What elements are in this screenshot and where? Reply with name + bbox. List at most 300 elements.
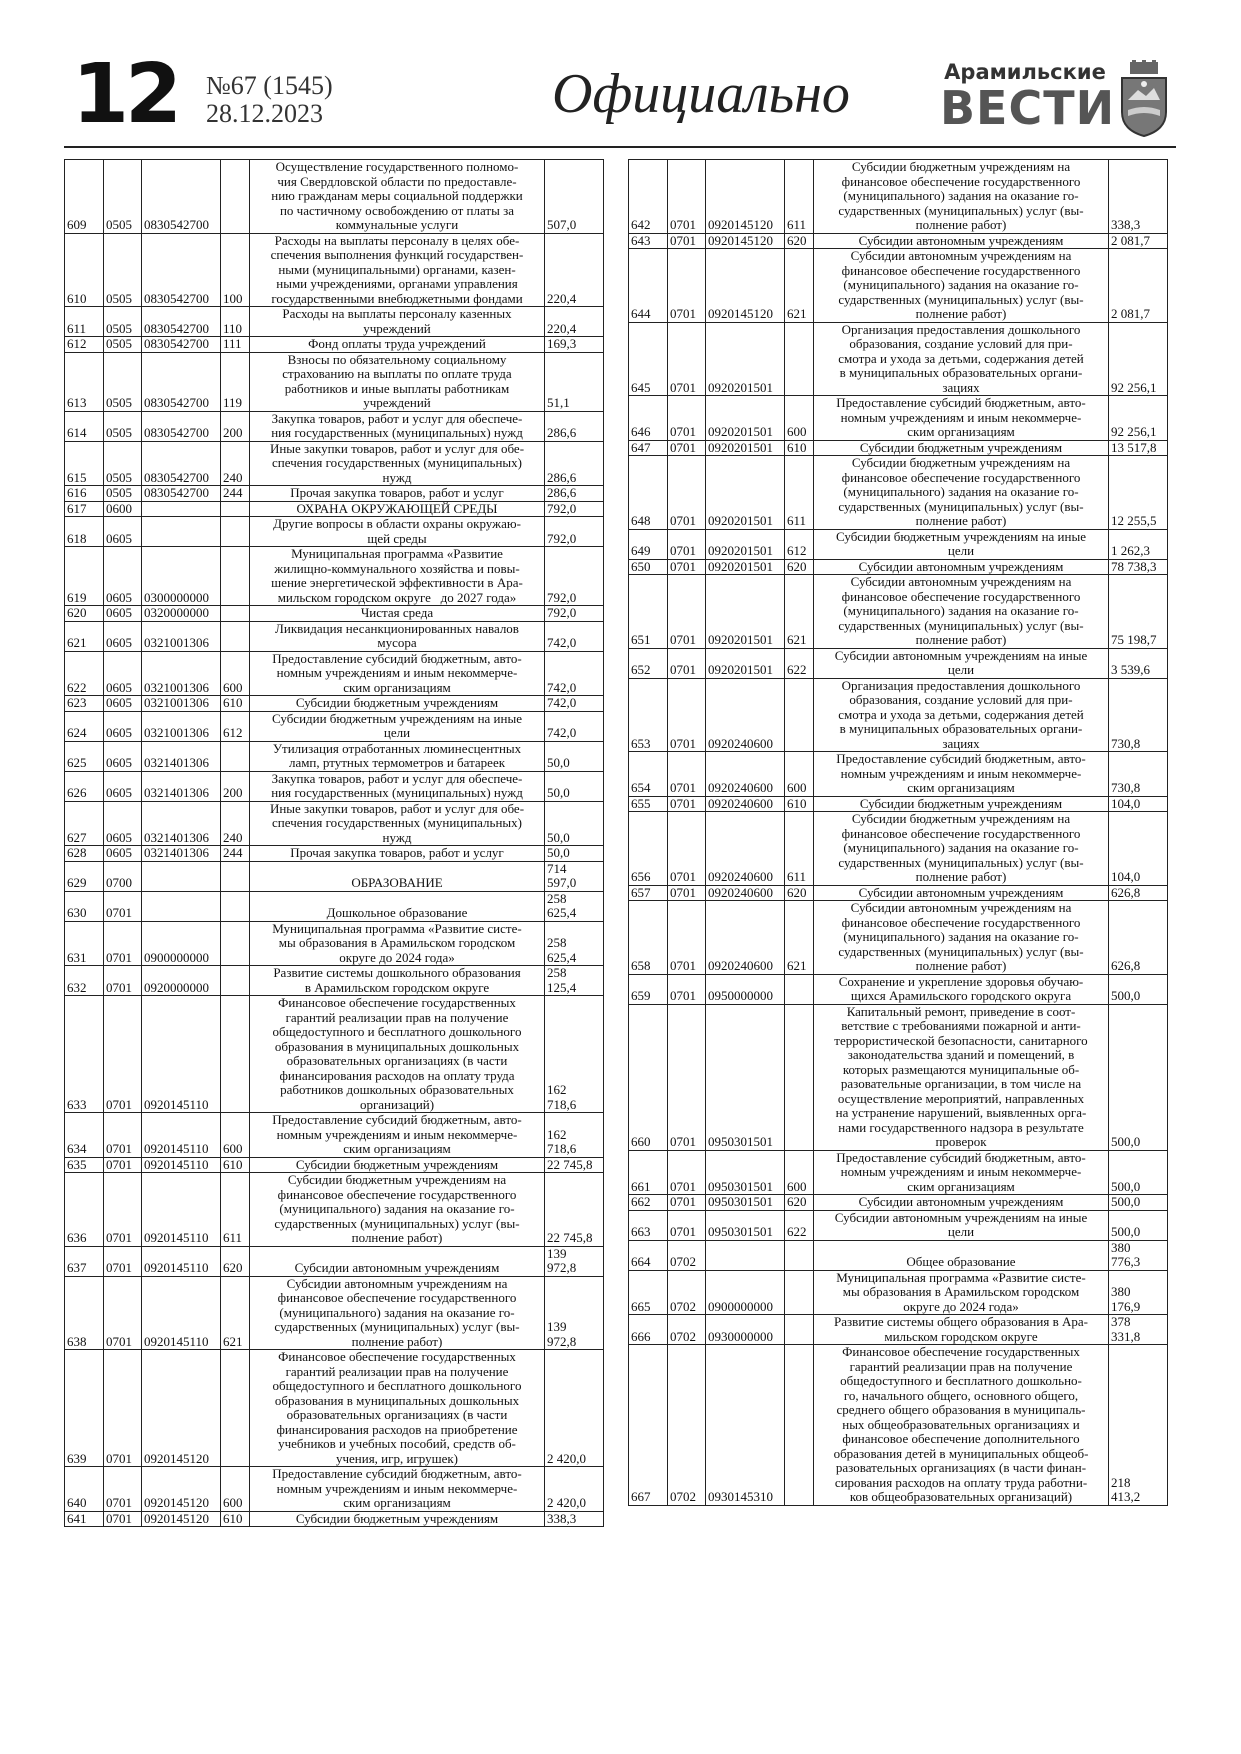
section-code: 0605 bbox=[104, 606, 142, 622]
target-article-code: 0920145110 bbox=[142, 1276, 221, 1350]
amount: 50,0 bbox=[545, 771, 604, 801]
item-name: Расходы на выплаты персоналу казенных учреждений bbox=[250, 307, 545, 337]
row-number: 635 bbox=[65, 1157, 104, 1173]
expense-type-code: 620 bbox=[785, 1195, 814, 1211]
target-article-code: 0321001306 bbox=[142, 621, 221, 651]
table-row bbox=[65, 771, 604, 801]
item-name: Субсидии бюджетным учреждениям на финансовое обеспечение государственного (муниципального) задания на оказание го- сударственных (муниципальных) услуг (вы- полнение работ) bbox=[250, 1173, 545, 1247]
item-name: Предоставление субсидий бюджетным, авто- номным учреждениям и иным некоммерче- ским организациям bbox=[250, 651, 545, 696]
amount: 378 331,8 bbox=[1109, 1315, 1168, 1345]
target-article-code bbox=[142, 891, 221, 921]
expense-type-code: 620 bbox=[221, 1246, 250, 1276]
amount: 162 718,6 bbox=[545, 1113, 604, 1158]
item-name: Субсидии бюджетным учреждениям на финансовое обеспечение государственного (муниципального) задания на оказание го- сударственных (муниципальных) услуг (вы- полнение работ) bbox=[814, 456, 1109, 530]
table-row bbox=[65, 411, 604, 441]
section-code: 0701 bbox=[668, 1210, 706, 1240]
table-row bbox=[629, 456, 1168, 530]
amount: 730,8 bbox=[1109, 678, 1168, 752]
target-article-code: 0920240600 bbox=[706, 752, 785, 797]
target-article-code: 0920201501 bbox=[706, 648, 785, 678]
row-number: 625 bbox=[65, 741, 104, 771]
row-number: 621 bbox=[65, 621, 104, 651]
item-name: Иные закупки товаров, работ и услуг для обе- спечения государственных (муниципальных) нужд bbox=[250, 801, 545, 846]
section-code: 0701 bbox=[668, 456, 706, 530]
target-article-code: 0830542700 bbox=[142, 337, 221, 353]
expense-type-code: 621 bbox=[785, 575, 814, 649]
table-row bbox=[65, 501, 604, 517]
amount: 22 745,8 bbox=[545, 1173, 604, 1247]
row-number: 648 bbox=[629, 456, 668, 530]
amount: 218 413,2 bbox=[1109, 1345, 1168, 1506]
section-code: 0701 bbox=[668, 678, 706, 752]
expense-type-code bbox=[785, 1345, 814, 1506]
row-number: 616 bbox=[65, 486, 104, 502]
section-code: 0505 bbox=[104, 160, 142, 234]
item-name: Другие вопросы в области охраны окружаю- щей среды bbox=[250, 517, 545, 547]
table-row bbox=[629, 1345, 1168, 1506]
section-code: 0600 bbox=[104, 501, 142, 517]
row-number: 639 bbox=[65, 1350, 104, 1467]
budget-table-right bbox=[628, 159, 1168, 1506]
row-number: 655 bbox=[629, 796, 668, 812]
amount: 742,0 bbox=[545, 696, 604, 712]
section-code: 0701 bbox=[668, 440, 706, 456]
row-number: 662 bbox=[629, 1195, 668, 1211]
expense-type-code: 200 bbox=[221, 771, 250, 801]
target-article-code: 0920240600 bbox=[706, 812, 785, 886]
row-number: 626 bbox=[65, 771, 104, 801]
target-article-code: 0920145120 bbox=[142, 1467, 221, 1512]
item-name: Субсидии бюджетным учреждениям bbox=[814, 796, 1109, 812]
table-row bbox=[65, 1350, 604, 1467]
row-number: 624 bbox=[65, 711, 104, 741]
target-article-code: 0920145110 bbox=[142, 1157, 221, 1173]
expense-type-code bbox=[221, 921, 250, 966]
amount: 1 262,3 bbox=[1109, 529, 1168, 559]
item-name: Развитие системы дошкольного образования в Арамильском городском округе bbox=[250, 966, 545, 996]
table-row bbox=[65, 486, 604, 502]
amount: 258 625,4 bbox=[545, 921, 604, 966]
item-name: Муниципальная программа «Развитие систе- мы образования в Арамильском городском округе до 2024 года» bbox=[814, 1270, 1109, 1315]
row-number: 632 bbox=[65, 966, 104, 996]
section-code: 0605 bbox=[104, 547, 142, 606]
target-article-code: 0300000000 bbox=[142, 547, 221, 606]
expense-type-code: 244 bbox=[221, 846, 250, 862]
target-article-code bbox=[706, 1240, 785, 1270]
row-number: 631 bbox=[65, 921, 104, 966]
amount: 792,0 bbox=[545, 547, 604, 606]
amount: 742,0 bbox=[545, 651, 604, 696]
table-row bbox=[629, 1150, 1168, 1195]
row-number: 633 bbox=[65, 996, 104, 1113]
row-number: 622 bbox=[65, 651, 104, 696]
table-row bbox=[65, 966, 604, 996]
row-number: 623 bbox=[65, 696, 104, 712]
section-code: 0701 bbox=[668, 249, 706, 323]
expense-type-code: 600 bbox=[785, 752, 814, 797]
expense-type-code: 100 bbox=[221, 233, 250, 307]
amount: 792,0 bbox=[545, 517, 604, 547]
section-code: 0605 bbox=[104, 771, 142, 801]
amount: 286,6 bbox=[545, 441, 604, 486]
expense-type-code bbox=[221, 741, 250, 771]
row-number: 609 bbox=[65, 160, 104, 234]
section-code: 0701 bbox=[668, 885, 706, 901]
item-name: Общее образование bbox=[814, 1240, 1109, 1270]
section-code: 0505 bbox=[104, 441, 142, 486]
section-code: 0702 bbox=[668, 1315, 706, 1345]
item-name: Утилизация отработанных люминесцентных ламп, ртутных термометров и батареек bbox=[250, 741, 545, 771]
row-number: 641 bbox=[65, 1511, 104, 1527]
amount: 286,6 bbox=[545, 486, 604, 502]
amount: 380 176,9 bbox=[1109, 1270, 1168, 1315]
table-row bbox=[629, 1210, 1168, 1240]
section-code: 0701 bbox=[104, 891, 142, 921]
amount: 162 718,6 bbox=[545, 996, 604, 1113]
item-name: Субсидии бюджетным учреждениям bbox=[250, 696, 545, 712]
expense-type-code: 611 bbox=[785, 160, 814, 234]
row-number: 659 bbox=[629, 974, 668, 1004]
expense-type-code bbox=[785, 1315, 814, 1345]
section-code: 0605 bbox=[104, 651, 142, 696]
row-number: 630 bbox=[65, 891, 104, 921]
table-row bbox=[65, 1173, 604, 1247]
section-code: 0701 bbox=[668, 796, 706, 812]
table-row bbox=[629, 440, 1168, 456]
target-article-code: 0920201501 bbox=[706, 396, 785, 441]
item-name: Субсидии автономным учреждениям bbox=[814, 885, 1109, 901]
target-article-code: 0920145120 bbox=[706, 233, 785, 249]
amount: 139 972,8 bbox=[545, 1246, 604, 1276]
row-number: 665 bbox=[629, 1270, 668, 1315]
expense-type-code: 622 bbox=[785, 1210, 814, 1240]
target-article-code: 0321001306 bbox=[142, 696, 221, 712]
section-code: 0701 bbox=[104, 1173, 142, 1247]
target-article-code: 0930145310 bbox=[706, 1345, 785, 1506]
item-name: Субсидии автономным учреждениям на иные цели bbox=[814, 648, 1109, 678]
table-row bbox=[629, 559, 1168, 575]
amount: 2 420,0 bbox=[545, 1350, 604, 1467]
target-article-code bbox=[142, 501, 221, 517]
table-row bbox=[65, 711, 604, 741]
item-name: Взносы по обязательному социальному страхованию на выплаты по оплате труда работников и иные выплаты работникам учреждений bbox=[250, 352, 545, 411]
table-row bbox=[65, 891, 604, 921]
section-code: 0605 bbox=[104, 711, 142, 741]
target-article-code: 0950301501 bbox=[706, 1195, 785, 1211]
row-number: 645 bbox=[629, 322, 668, 396]
target-article-code: 0321401306 bbox=[142, 846, 221, 862]
row-number: 610 bbox=[65, 233, 104, 307]
target-article-code: 0920145120 bbox=[142, 1511, 221, 1527]
table-row bbox=[65, 233, 604, 307]
target-article-code: 0320000000 bbox=[142, 606, 221, 622]
expense-type-code: 600 bbox=[221, 651, 250, 696]
table-row bbox=[629, 901, 1168, 975]
item-name: Субсидии бюджетным учреждениям bbox=[814, 440, 1109, 456]
expense-type-code: 620 bbox=[785, 559, 814, 575]
issue-number: №67 (1545) bbox=[206, 71, 333, 100]
amount: 792,0 bbox=[545, 501, 604, 517]
expense-type-code: 110 bbox=[221, 307, 250, 337]
target-article-code: 0950301501 bbox=[706, 1150, 785, 1195]
amount: 2 081,7 bbox=[1109, 233, 1168, 249]
expense-type-code: 612 bbox=[785, 529, 814, 559]
amount: 2 420,0 bbox=[545, 1467, 604, 1512]
section-code: 0505 bbox=[104, 337, 142, 353]
item-name: Прочая закупка товаров, работ и услуг bbox=[250, 846, 545, 862]
item-name: Субсидии автономным учреждениям на финансовое обеспечение государственного (муниципального) задания на оказание го- сударственных (муниципальных) услуг (вы- полнение работ) bbox=[814, 575, 1109, 649]
amount: 50,0 bbox=[545, 801, 604, 846]
target-article-code: 0321001306 bbox=[142, 651, 221, 696]
section-code: 0701 bbox=[104, 996, 142, 1113]
table-row bbox=[65, 1276, 604, 1350]
target-article-code: 0920240600 bbox=[706, 885, 785, 901]
table-row bbox=[629, 529, 1168, 559]
item-name: Капитальный ремонт, приведение в соот- ветствие с требованиями пожарной и анти- террористической безопасности, санитарного законодательства зданий и помещений, в которых размещаются муниципальные об- разовательные организации, в том числе на осуществление мероприятий, направленных на устранение нарушений, выявленных орга- нами государственного надзора в результате проверок bbox=[814, 1004, 1109, 1150]
target-article-code: 0830542700 bbox=[142, 160, 221, 234]
item-name: Осуществление государственного полномо- чия Свердловской области по предоставле- нию гражданам меры социальной поддержки по частичному освобождению от платы за коммунальные услуги bbox=[250, 160, 545, 234]
target-article-code: 0920201501 bbox=[706, 456, 785, 530]
amount: 258 125,4 bbox=[545, 966, 604, 996]
expense-type-code bbox=[785, 1270, 814, 1315]
section-code: 0701 bbox=[668, 233, 706, 249]
section-code: 0701 bbox=[668, 648, 706, 678]
target-article-code: 0321401306 bbox=[142, 741, 221, 771]
item-name: Организация предоставления дошкольного образования, создание условий для при- смотра и ухода за детьми, содержания детей в муниципальных образовательных органи- зациях bbox=[814, 322, 1109, 396]
amount: 2 081,7 bbox=[1109, 249, 1168, 323]
item-name: Субсидии бюджетным учреждениям bbox=[250, 1157, 545, 1173]
target-article-code: 0920201501 bbox=[706, 529, 785, 559]
section-code: 0701 bbox=[104, 1350, 142, 1467]
expense-type-code: 240 bbox=[221, 801, 250, 846]
table-row bbox=[629, 974, 1168, 1004]
section-code: 0701 bbox=[104, 1113, 142, 1158]
expense-type-code: 600 bbox=[785, 1150, 814, 1195]
item-name: Прочая закупка товаров, работ и услуг bbox=[250, 486, 545, 502]
target-article-code: 0830542700 bbox=[142, 486, 221, 502]
issue-date: 28.12.2023 bbox=[206, 99, 323, 128]
expense-type-code: 244 bbox=[221, 486, 250, 502]
expense-type-code: 622 bbox=[785, 648, 814, 678]
expense-type-code bbox=[221, 160, 250, 234]
target-article-code: 0950000000 bbox=[706, 974, 785, 1004]
table-row bbox=[65, 337, 604, 353]
target-article-code: 0830542700 bbox=[142, 411, 221, 441]
target-article-code: 0920201501 bbox=[706, 559, 785, 575]
table-row bbox=[65, 801, 604, 846]
item-name: Дошкольное образование bbox=[250, 891, 545, 921]
amount: 220,4 bbox=[545, 307, 604, 337]
table-row bbox=[65, 1246, 604, 1276]
section-code: 0701 bbox=[104, 1467, 142, 1512]
row-number: 660 bbox=[629, 1004, 668, 1150]
table-row bbox=[65, 696, 604, 712]
amount: 626,8 bbox=[1109, 901, 1168, 975]
target-article-code: 0321401306 bbox=[142, 771, 221, 801]
section-code: 0701 bbox=[104, 1511, 142, 1527]
item-name: Предоставление субсидий бюджетным, авто- номным учреждениям и иным некоммерче- ским организациям bbox=[814, 752, 1109, 797]
target-article-code: 0920145110 bbox=[142, 1173, 221, 1247]
row-number: 640 bbox=[65, 1467, 104, 1512]
amount: 626,8 bbox=[1109, 885, 1168, 901]
section-code: 0605 bbox=[104, 846, 142, 862]
amount: 75 198,7 bbox=[1109, 575, 1168, 649]
target-article-code: 0920201501 bbox=[706, 440, 785, 456]
section-code: 0505 bbox=[104, 352, 142, 411]
section-code: 0701 bbox=[668, 559, 706, 575]
row-number: 627 bbox=[65, 801, 104, 846]
item-name: Организация предоставления дошкольного образования, создание условий для при- смотра и ухода за детьми, содержания детей в муниципальных образовательных органи- зациях bbox=[814, 678, 1109, 752]
target-article-code: 0950301501 bbox=[706, 1210, 785, 1240]
amount: 258 625,4 bbox=[545, 891, 604, 921]
target-article-code: 0830542700 bbox=[142, 233, 221, 307]
row-number: 629 bbox=[65, 861, 104, 891]
expense-type-code bbox=[221, 517, 250, 547]
issue-info bbox=[206, 72, 333, 128]
expense-type-code: 600 bbox=[785, 396, 814, 441]
item-name: Финансовое обеспечение государственных гарантий реализации прав на получение общедоступного и бесплатного дошкольного образования в муниципальных дошкольных образовательных организациях (в части финансирования расходов на приобретение учебников и учебных пособий, средств об- учения, игр, игрушек) bbox=[250, 1350, 545, 1467]
expense-type-code: 620 bbox=[785, 233, 814, 249]
expense-type-code: 621 bbox=[785, 901, 814, 975]
table-row bbox=[65, 846, 604, 862]
section-code: 0701 bbox=[104, 966, 142, 996]
table-row bbox=[65, 621, 604, 651]
expense-type-code: 611 bbox=[785, 812, 814, 886]
target-article-code: 0920145120 bbox=[142, 1350, 221, 1467]
target-article-code: 0830542700 bbox=[142, 441, 221, 486]
row-number: 642 bbox=[629, 160, 668, 234]
expense-type-code bbox=[221, 547, 250, 606]
row-number: 617 bbox=[65, 501, 104, 517]
row-number: 663 bbox=[629, 1210, 668, 1240]
row-number: 649 bbox=[629, 529, 668, 559]
page-number: 12 bbox=[72, 47, 179, 142]
row-number: 637 bbox=[65, 1246, 104, 1276]
section-code: 0701 bbox=[104, 1157, 142, 1173]
row-number: 652 bbox=[629, 648, 668, 678]
expense-type-code bbox=[221, 996, 250, 1113]
amount: 92 256,1 bbox=[1109, 322, 1168, 396]
item-name: Муниципальная программа «Развитие систе- мы образования в Арамильском городском округе до 2024 года» bbox=[250, 921, 545, 966]
section-code: 0505 bbox=[104, 233, 142, 307]
target-article-code: 0900000000 bbox=[706, 1270, 785, 1315]
target-article-code: 0920201501 bbox=[706, 322, 785, 396]
item-name: Субсидии бюджетным учреждениям на иные цели bbox=[814, 529, 1109, 559]
row-number: 636 bbox=[65, 1173, 104, 1247]
row-number: 661 bbox=[629, 1150, 668, 1195]
section-code: 0701 bbox=[668, 160, 706, 234]
section-code: 0701 bbox=[104, 1276, 142, 1350]
row-number: 651 bbox=[629, 575, 668, 649]
amount: 78 738,3 bbox=[1109, 559, 1168, 575]
section-code: 0701 bbox=[668, 529, 706, 559]
amount: 380 776,3 bbox=[1109, 1240, 1168, 1270]
table-row bbox=[629, 885, 1168, 901]
target-article-code: 0900000000 bbox=[142, 921, 221, 966]
amount: 714 597,0 bbox=[545, 861, 604, 891]
row-number: 643 bbox=[629, 233, 668, 249]
item-name: Сохранение и укрепление здоровья обучаю- щихся Арамильского городского округа bbox=[814, 974, 1109, 1004]
section-code: 0505 bbox=[104, 411, 142, 441]
row-number: 647 bbox=[629, 440, 668, 456]
row-number: 654 bbox=[629, 752, 668, 797]
expense-type-code: 610 bbox=[785, 440, 814, 456]
table-row bbox=[629, 1240, 1168, 1270]
page-header bbox=[64, 47, 1176, 148]
amount: 730,8 bbox=[1109, 752, 1168, 797]
amount: 92 256,1 bbox=[1109, 396, 1168, 441]
section-code: 0505 bbox=[104, 486, 142, 502]
expense-type-code: 611 bbox=[785, 456, 814, 530]
item-name: ОБРАЗОВАНИЕ bbox=[250, 861, 545, 891]
section-code: 0701 bbox=[104, 921, 142, 966]
table-row bbox=[65, 861, 604, 891]
expense-type-code: 620 bbox=[785, 885, 814, 901]
table-row bbox=[65, 352, 604, 411]
amount: 792,0 bbox=[545, 606, 604, 622]
amount: 50,0 bbox=[545, 846, 604, 862]
item-name: Предоставление субсидий бюджетным, авто- номным учреждениям и иным некоммерче- ским организациям bbox=[250, 1113, 545, 1158]
item-name: Чистая среда bbox=[250, 606, 545, 622]
target-article-code: 0920145110 bbox=[142, 1113, 221, 1158]
row-number: 612 bbox=[65, 337, 104, 353]
amount: 139 972,8 bbox=[545, 1276, 604, 1350]
item-name: Субсидии автономным учреждениям на иные цели bbox=[814, 1210, 1109, 1240]
section-title: Официально bbox=[552, 63, 850, 125]
target-article-code: 0920145110 bbox=[142, 1246, 221, 1276]
amount: 500,0 bbox=[1109, 1004, 1168, 1150]
target-article-code: 0321001306 bbox=[142, 711, 221, 741]
amount: 51,1 bbox=[545, 352, 604, 411]
expense-type-code: 600 bbox=[221, 1113, 250, 1158]
item-name: Субсидии автономным учреждениям на финансовое обеспечение государственного (муниципального) задания на оказание го- сударственных (муниципальных) услуг (вы- полнение работ) bbox=[814, 901, 1109, 975]
row-number: 613 bbox=[65, 352, 104, 411]
item-name: Предоставление субсидий бюджетным, авто- номным учреждениям и иным некоммерче- ским организациям bbox=[814, 396, 1109, 441]
amount: 50,0 bbox=[545, 741, 604, 771]
amount: 104,0 bbox=[1109, 812, 1168, 886]
row-number: 614 bbox=[65, 411, 104, 441]
item-name: Закупка товаров, работ и услуг для обеспече- ния государственных (муниципальных) нужд bbox=[250, 411, 545, 441]
section-code: 0605 bbox=[104, 801, 142, 846]
table-row bbox=[629, 160, 1168, 234]
section-code: 0701 bbox=[668, 974, 706, 1004]
logo-top-text: Арамильские bbox=[944, 60, 1106, 84]
target-article-code: 0830542700 bbox=[142, 307, 221, 337]
target-article-code: 0920240600 bbox=[706, 678, 785, 752]
row-number: 667 bbox=[629, 1345, 668, 1506]
expense-type-code: 610 bbox=[785, 796, 814, 812]
table-row bbox=[65, 921, 604, 966]
section-code: 0702 bbox=[668, 1240, 706, 1270]
expense-type-code bbox=[785, 678, 814, 752]
amount: 507,0 bbox=[545, 160, 604, 234]
section-code: 0701 bbox=[668, 575, 706, 649]
item-name: Субсидии автономным учреждениям на финансовое обеспечение государственного (муниципального) задания на оказание го- сударственных (муниципальных) услуг (вы- полнение работ) bbox=[814, 249, 1109, 323]
table-row bbox=[65, 441, 604, 486]
section-code: 0701 bbox=[104, 1246, 142, 1276]
amount: 500,0 bbox=[1109, 974, 1168, 1004]
row-number: 620 bbox=[65, 606, 104, 622]
expense-type-code bbox=[221, 606, 250, 622]
table-row bbox=[65, 1157, 604, 1173]
item-name: Иные закупки товаров, работ и услуг для обе- спечения государственных (муниципальных) нужд bbox=[250, 441, 545, 486]
table-row bbox=[629, 1195, 1168, 1211]
section-code: 0700 bbox=[104, 861, 142, 891]
target-article-code: 0920240600 bbox=[706, 796, 785, 812]
table-row bbox=[629, 752, 1168, 797]
logo-bottom-text: ВЕСТИ bbox=[940, 81, 1116, 135]
item-name: Финансовое обеспечение государственных гарантий реализации прав на получение общедоступного и бесплатного дошкольно- го, начального общего, основного общего, среднего общего образования в муниципаль- ных общеобразовательных организациях и финансовое обеспечение дополнительного образования детей в муниципальных общеоб- разовательных организациях (в части финан- сирования расходов на оплату труда работни- ков общеобразовательных организаций) bbox=[814, 1345, 1109, 1506]
